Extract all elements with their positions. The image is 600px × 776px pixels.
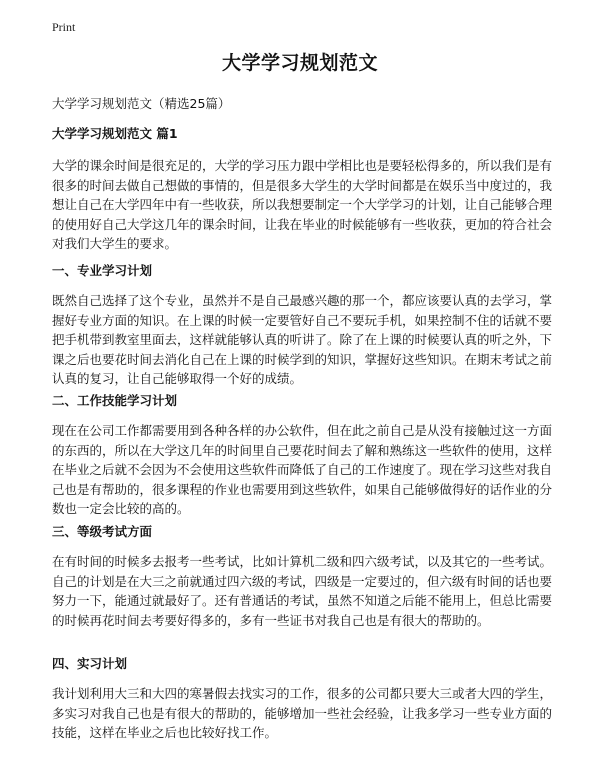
section-level-exams <box>52 522 552 630</box>
section-heading: 二、工作技能学习计划 <box>52 393 178 408</box>
section-heading: 一、专业学习计划 <box>52 263 153 278</box>
article-block <box>52 124 552 254</box>
section-heading: 四、实习计划 <box>52 656 128 671</box>
section-internship <box>52 654 552 743</box>
section-paragraph: 在有时间的时候多去报考一些考试，比如计算机二级和四六级考试，以及其它的一些考试。自己的计划是在大三之前就通过四六级的考试，四级是一定要过的，但六级有时间的话也要努力一下，能通过就最好了。还有普通话的考试，虽然不知道之后能不能用上，但总比需要的时候再花时间去考要好得多的，多有一些证书对我自己也是有很大的帮助的。 <box>52 554 553 628</box>
section-paragraph: 既然自己选择了这个专业，虽然并不是自己最感兴趣的那一个，都应该要认真的去学习，掌握好专业方面的知识。在上课的时候一定要管好自己不要玩手机，如果控制不住的话就不要把手机带到教室里面去，这样就能够认真的听讲了。除了在上课的时候要认真的听之外，下课之后也要花时间去消化自己在上课的时候学到的知识，掌握好这些知识。在期末考试之前认真的复习，让自己能够取得一个好的成绩。 <box>52 293 553 386</box>
page-title: 大学学习规划范文 <box>221 52 378 74</box>
article-heading: 大学学习规划范文 篇1 <box>52 126 178 141</box>
print-label: Print <box>52 20 76 34</box>
section-paragraph: 我计划利用大三和大四的寒暑假去找实习的工作，很多的公司都只要大三或者大四的学生，多实习对我自己也是有很大的帮助的，能够增加一些社会经验，让我多学习一些专业方面的技能，这样在毕业之后也比较好找工作。 <box>52 686 553 740</box>
intro-paragraph: 大学的课余时间是很充足的，大学的学习压力跟中学相比也是要轻松得多的，所以我们是有很多的时间去做自己想做的事情的，但是很多大学生的大学时间都是在娱乐当中度过的，我想让自己在大学四年中有一些收获，所以我想要制定一个大学学习的计划，让自己能够合理的使用好自己大学这几年的课余时间，让我在毕业的时候能够有一些收获，更加的符合社会对我们大学生的要求。 <box>52 158 553 251</box>
section-heading: 三、等级考试方面 <box>52 524 153 539</box>
section-professional-study <box>52 261 552 389</box>
section-work-skills <box>52 391 552 519</box>
section-paragraph: 现在在公司工作都需要用到各种各样的办公软件，但在此之前自己是从没有接触过这一方面的东西的，所以在大学这几年的时间里自己要花时间去了解和熟练这一些软件的使用，这样在毕业之后就不会因为不会使用这些软件而降低了自己的工作速度了。现在学习这些对我自己也是有帮助的，很多课程的作业也需要用到这些软件，如果自己能够做得好的话作业的分数也一定会比较的高的。 <box>52 423 553 516</box>
document-subtitle: 大学学习规划范文（精选25篇） <box>52 96 231 111</box>
